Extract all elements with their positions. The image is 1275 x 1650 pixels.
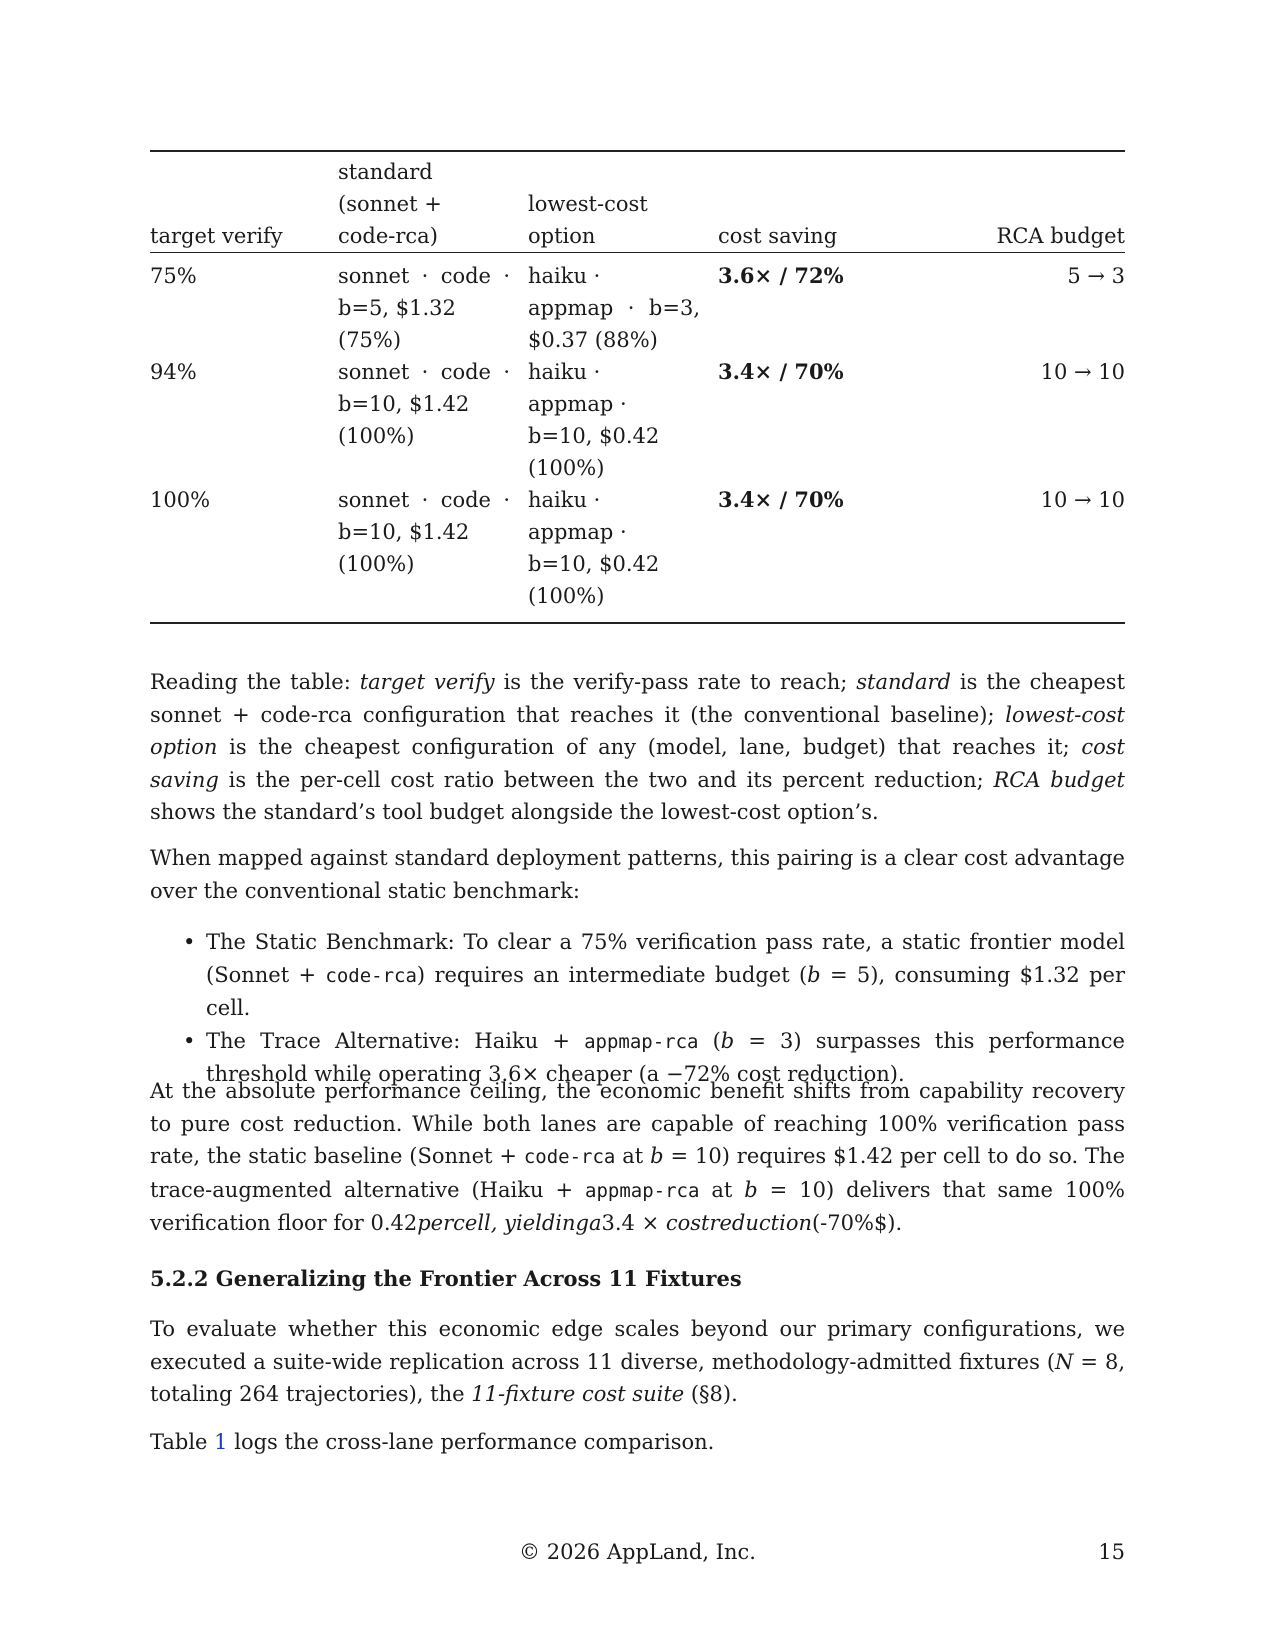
text-run: (§8). (684, 1382, 738, 1406)
header-lowest-cost (528, 188, 700, 252)
math-var: b (807, 962, 821, 987)
emph-target-verify: target verify (359, 670, 495, 694)
math-run: percell, yieldinga (417, 1211, 602, 1235)
table-top-rule (150, 150, 1125, 152)
text-run: ) requires an intermediate budget ( (416, 962, 808, 987)
row2-saving: 3.4× / 70% (718, 359, 844, 384)
text-run: Table (150, 1430, 215, 1454)
header-target-verify: target verify (150, 224, 283, 248)
row1-budget: 5 → 3 (1067, 264, 1125, 288)
page-number: 15 (1098, 1540, 1125, 1564)
evaluate-paragraph (150, 1313, 1125, 1411)
text-run: To evaluate whether this economic edge scales beyond our primary configurations, we executed a suite-wide replication across 11 diverse, methodology-admitted fixtures ( (150, 1317, 1125, 1374)
header-line: standard (338, 160, 433, 184)
header-line: (sonnet + (338, 192, 442, 216)
text-run: shows the standard’s tool budget alongside the lowest-cost option’s. (150, 800, 879, 824)
cell-line: b=10, $0.42 (528, 424, 660, 448)
text-run: is the verify-pass rate to reach; (494, 670, 857, 694)
cell-line: sonnet · code · (338, 360, 510, 384)
header-standard (338, 156, 510, 252)
row2-budget: 10 → 10 (1040, 360, 1125, 384)
copyright: © 2026 AppLand, Inc. (519, 1540, 756, 1564)
cell-line: (100%) (528, 456, 605, 480)
text-run: logs the cross-lane performance comparison. (227, 1430, 715, 1454)
cell-line: haiku · (528, 360, 601, 384)
cell-line: b=10, $1.42 (338, 520, 470, 544)
emph-cost-suite: 11-fixture cost suite (471, 1382, 685, 1406)
row3-standard (338, 484, 510, 580)
cell-line: (75%) (338, 328, 402, 352)
text-run: (-70%$). (811, 1211, 903, 1235)
cell-line: b=10, $0.42 (528, 552, 660, 576)
code-token: appmap-rca (585, 1179, 700, 1202)
text-run: = 8, totaling 264 trajectories), the (150, 1349, 1125, 1406)
header-line: code-rca) (338, 224, 438, 248)
cell-line: appmap · b=3, (528, 296, 700, 320)
cell-line: $0.37 (88%) (528, 328, 658, 352)
text-run: ( (698, 1028, 721, 1053)
text-run: The Trace Alternative: Haiku + (206, 1028, 585, 1053)
section-heading: 5.2.2 Generalizing the Frontier Across 11 Fixtures (150, 1266, 742, 1291)
text-run: The Static Benchmark: To clear a 75% verification pass rate, a static frontier model (Sonnet + (206, 930, 1125, 987)
list-item (150, 926, 1125, 1025)
math-var: b (720, 1028, 735, 1053)
bullet-icon: • (183, 1028, 196, 1053)
row2-lowest (528, 356, 700, 484)
row3-lowest (528, 484, 700, 612)
table-ref-paragraph (150, 1426, 1125, 1459)
cell-line: haiku · (528, 264, 601, 288)
row3-budget: 10 → 10 (1040, 488, 1125, 512)
reading-paragraph (150, 666, 1125, 829)
text-run: is the cheapest configuration of any (model, lane, budget) that reaches it; (217, 735, 1082, 759)
cell-line: appmap · (528, 520, 627, 544)
header-cost-saving: cost saving (718, 224, 838, 248)
emph-cost-saving: cost saving (150, 735, 1125, 792)
table-ref-link[interactable]: 1 (214, 1430, 228, 1454)
ceiling-paragraph (150, 1075, 1125, 1240)
emph-rca-budget: RCA budget (993, 767, 1125, 792)
header-line: option (528, 224, 596, 248)
code-token: code-rca (325, 964, 417, 987)
text-run: = 3) surpasses this performance threshold while operating 3.6× cheaper (a −72% cost reduction). (206, 1028, 1125, 1086)
table-bottom-rule (150, 622, 1125, 624)
row2-standard (338, 356, 510, 452)
cell-line: (100%) (338, 552, 415, 576)
cell-line: b=5, $1.32 (338, 296, 456, 320)
text-run: at (615, 1144, 651, 1168)
math-var: N (1055, 1349, 1074, 1374)
row1-saving: 3.6× / 72% (718, 263, 844, 288)
cell-line: sonnet · code · (338, 264, 510, 288)
row1-lowest (528, 260, 700, 356)
header-rca-budget: RCA budget (996, 224, 1125, 248)
text-run: = 10) delivers that same 100% verification floor for 0.42 (150, 1177, 1125, 1235)
text-run: is the per-cell cost ratio between the two and its percent reduction; (218, 767, 994, 792)
cell-line: haiku · (528, 488, 601, 512)
row1-target: 75% (150, 264, 197, 288)
table-header-rule (150, 252, 1125, 253)
text-run: is the cheapest sonnet + code-rca configuration that reaches it (the conventional baseline); (150, 670, 1126, 727)
math-var: b (744, 1177, 758, 1202)
text-run: At the absolute performance ceiling, the economic benefit shifts from capability recovery to pure cost reduction. While both lanes are capable of reaching 100% verification pass rate, the static baseline (Sonnet + (150, 1079, 1125, 1168)
cell-line: (100%) (338, 424, 415, 448)
text-run: 3.4 × (601, 1211, 666, 1235)
cell-line: appmap · (528, 392, 627, 416)
text-run: at (699, 1177, 745, 1202)
cell-line: (100%) (528, 584, 605, 608)
row3-target: 100% (150, 488, 211, 512)
header-line: lowest-cost (528, 192, 648, 216)
mapped-paragraph: When mapped against standard deployment patterns, this pairing is a clear cost advantage over the conventional static benchmark: (150, 846, 1125, 903)
text-run: = 5), consuming $1.32 per cell. (206, 962, 1125, 1020)
bullet-icon: • (183, 930, 196, 954)
math-var: b (650, 1144, 664, 1168)
row3-saving: 3.4× / 70% (718, 487, 844, 512)
row2-target: 94% (150, 360, 197, 384)
text-run: Reading the table: (150, 670, 360, 694)
code-token: code-rca (523, 1146, 616, 1168)
text-run: = 10) requires $1.42 per cell to do so. The trace-augmented alternative (Haiku + (150, 1144, 1125, 1202)
row1-standard (338, 260, 510, 356)
code-token: appmap-rca (584, 1030, 699, 1053)
cell-line: b=10, $1.42 (338, 392, 470, 416)
cell-line: sonnet · code · (338, 488, 510, 512)
comparison-list (150, 926, 1125, 1091)
emph-lowest-cost: lowest-cost option (150, 702, 1125, 759)
emph-standard: standard (856, 670, 951, 694)
math-run: costreduction (665, 1211, 812, 1235)
